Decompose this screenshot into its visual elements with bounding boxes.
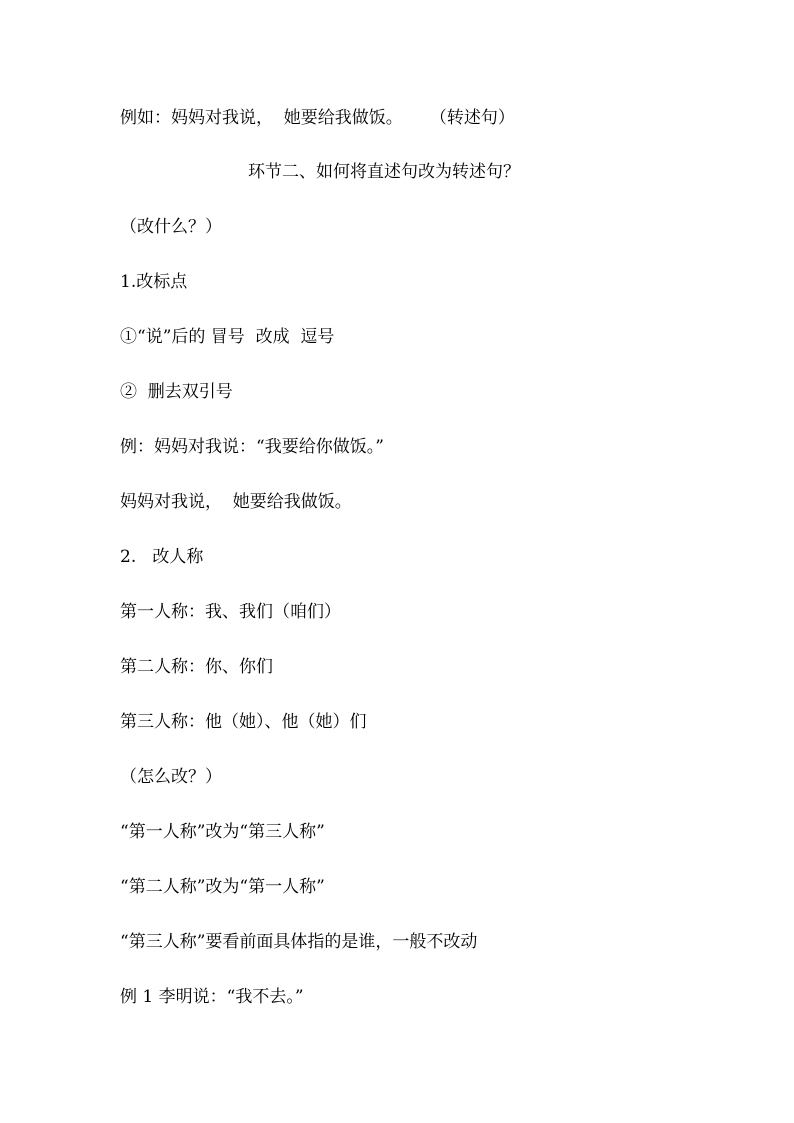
second-person-definition: 第二人称：你、你们 <box>120 657 273 677</box>
rule-second-to-first: “第二人称”改为“第一人称” <box>120 877 325 897</box>
question-how-to-change: （怎么改？） <box>120 767 222 787</box>
step-1-punctuation: 1.改标点 <box>120 272 188 292</box>
example-converted: 妈妈对我说， 她要给我做饭。 <box>120 492 352 512</box>
section-heading: 环节二、如何将直述句改为转述句？ <box>248 162 520 182</box>
example-direct-speech: 例：妈妈对我说：“我要给你做饭。” <box>120 437 384 457</box>
rule-remove-quotes: ② 删去双引号 <box>120 382 233 402</box>
example-indirect-line: 例如：妈妈对我说， 她要给我做饭。 （转述句） <box>120 108 515 128</box>
third-person-definition: 第三人称：他（她）、他（她）们 <box>120 712 367 732</box>
example-1-li-ming: 例 1 李明说：“我不去。” <box>120 987 304 1007</box>
first-person-definition: 第一人称：我、我们（咱们） <box>120 602 341 622</box>
rule-colon-to-comma: ①“说”后的 冒号 改成 逗号 <box>120 327 335 347</box>
rule-third-unchanged: “第三人称”要看前面具体指的是谁，一般不改动 <box>120 932 478 952</box>
question-what-to-change: （改什么？） <box>120 217 222 237</box>
step-2-person: 2. 改人称 <box>120 547 204 567</box>
rule-first-to-third: “第一人称”改为“第三人称” <box>120 822 325 842</box>
